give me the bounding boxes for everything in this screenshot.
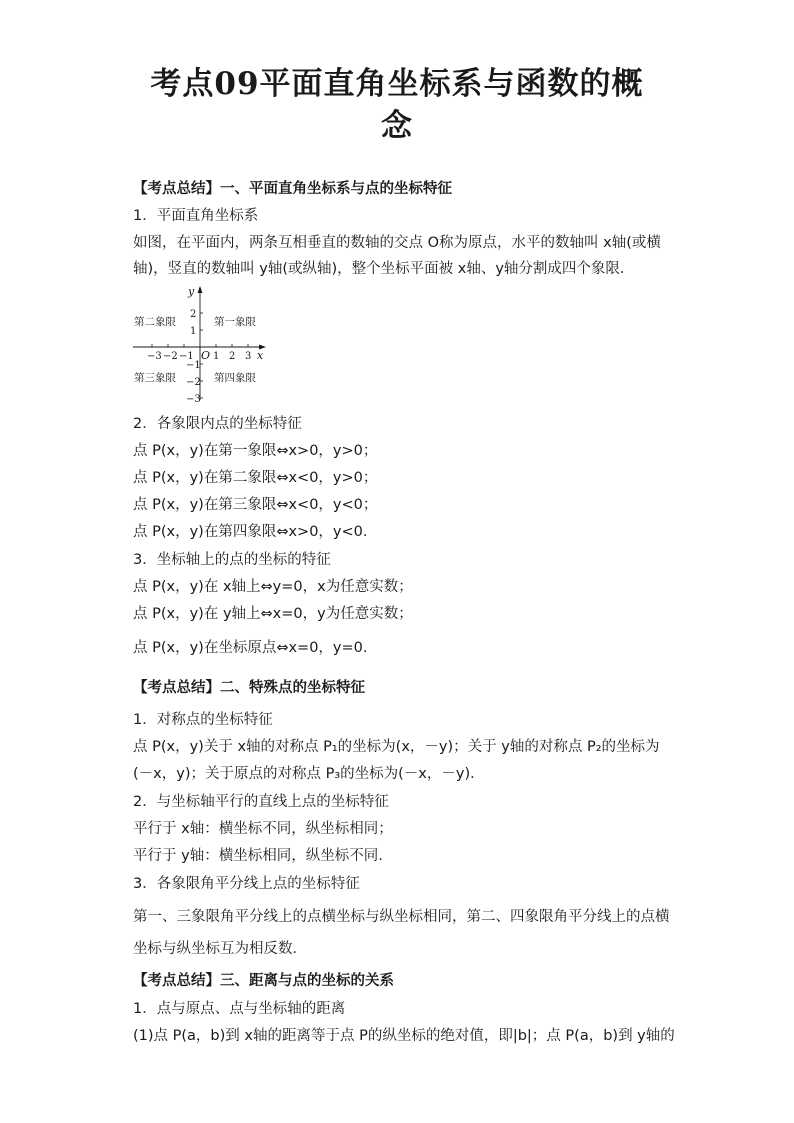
paragraph-line: 坐标与纵坐标互为相反数． — [133, 941, 307, 957]
x-axis-label: x — [257, 349, 264, 362]
axis-rule: 点 P(x，y)在 x轴上⇔y=0，x为任意实数； — [133, 579, 413, 595]
paragraph-line: 平行于 x轴：横坐标不同，纵坐标相同； — [133, 821, 393, 837]
paragraph-line: 点 P(x，y)关于 x轴的对称点 P₁的坐标为(x，－y)；关于 y轴的对称点 P₂的坐标为 — [133, 739, 660, 755]
y-tick-label: −3 — [186, 394, 201, 403]
paragraph-line: 第一、三象限角平分线上的点横坐标与纵坐标相同，第二、四象限角平分线上的点横 — [133, 909, 670, 925]
section-3-subheading-1: 1．点与原点、点与坐标轴的距离 — [133, 1001, 346, 1017]
axis-rule: 点 P(x，y)在坐标原点⇔x=0，y=0. — [133, 640, 368, 656]
section-1-subheading-1: 1．平面直角坐标系 — [133, 208, 259, 224]
section-3-heading: 【考点总结】三、距离与点的坐标的关系 — [133, 973, 394, 989]
coordinate-plane-diagram — [130, 283, 270, 403]
y-tick-label: 1 — [190, 326, 197, 337]
origin-label: O — [201, 349, 211, 362]
y-axis-arrow-icon — [198, 286, 203, 293]
page-title: 考点09平面直角坐标系与函数的概 — [150, 66, 644, 102]
y-tick-label: −2 — [186, 377, 201, 388]
quadrant-3-label: 第三象限 — [134, 372, 176, 384]
axis-rule: 点 P(x，y)在 y轴上⇔x=0，y为任意实数； — [133, 606, 413, 622]
section-2-heading: 【考点总结】二、特殊点的坐标特征 — [133, 680, 365, 696]
section-2-subheading-3: 3．各象限角平分线上点的坐标特征 — [133, 876, 360, 892]
page-title-continued: 念 — [381, 108, 413, 144]
section-2-subheading-1: 1．对称点的坐标特征 — [133, 712, 273, 728]
x-tick-label: 2 — [229, 351, 236, 362]
quadrant-rule: 点 P(x，y)在第四象限⇔x>0，y<0. — [133, 524, 368, 540]
section-1-subheading-3: 3．坐标轴上的点的坐标的特征 — [133, 552, 331, 568]
y-axis-label: y — [188, 285, 195, 298]
x-tick-label: −2 — [163, 351, 178, 362]
quadrant-4-label: 第四象限 — [214, 372, 256, 384]
quadrant-rule: 点 P(x，y)在第三象限⇔x<0，y<0； — [133, 497, 378, 513]
x-tick-label: −1 — [179, 351, 194, 362]
quadrant-2-label: 第二象限 — [134, 316, 176, 328]
section-1-subheading-2: 2．各象限内点的坐标特征 — [133, 416, 302, 432]
paragraph-line: (－x，y)；关于原点的对称点 P₃的坐标为(－x，－y)． — [133, 766, 485, 782]
section-2-subheading-2: 2．与坐标轴平行的直线上点的坐标特征 — [133, 794, 389, 810]
y-tick-label: 2 — [190, 309, 197, 320]
paragraph-line: 平行于 y轴：横坐标相同，纵坐标不同. — [133, 848, 383, 864]
quadrant-1-label: 第一象限 — [214, 316, 256, 328]
x-tick-label: 1 — [213, 351, 220, 362]
x-tick-label: 3 — [245, 351, 252, 362]
x-tick-label: −3 — [147, 351, 162, 362]
quadrant-rule: 点 P(x，y)在第一象限⇔x>0，y>0； — [133, 443, 378, 459]
y-tick-label: −1 — [186, 360, 201, 371]
quadrant-rule: 点 P(x，y)在第二象限⇔x<0，y>0； — [133, 470, 378, 486]
paragraph-line: (1)点 P(a，b)到 x轴的距离等于点 P的纵坐标的绝对值，即|b|；点 P(a，b)到 y轴的 — [133, 1028, 675, 1044]
section-1-heading: 【考点总结】一、平面直角坐标系与点的坐标特征 — [133, 181, 452, 197]
paragraph-line: 如图，在平面内，两条互相垂直的数轴的交点 O称为原点，水平的数轴叫 x轴(或横 — [133, 235, 661, 251]
paragraph-line: 轴)，竖直的数轴叫 y轴(或纵轴)，整个坐标平面被 x轴、y轴分割成四个象限． — [133, 261, 635, 277]
